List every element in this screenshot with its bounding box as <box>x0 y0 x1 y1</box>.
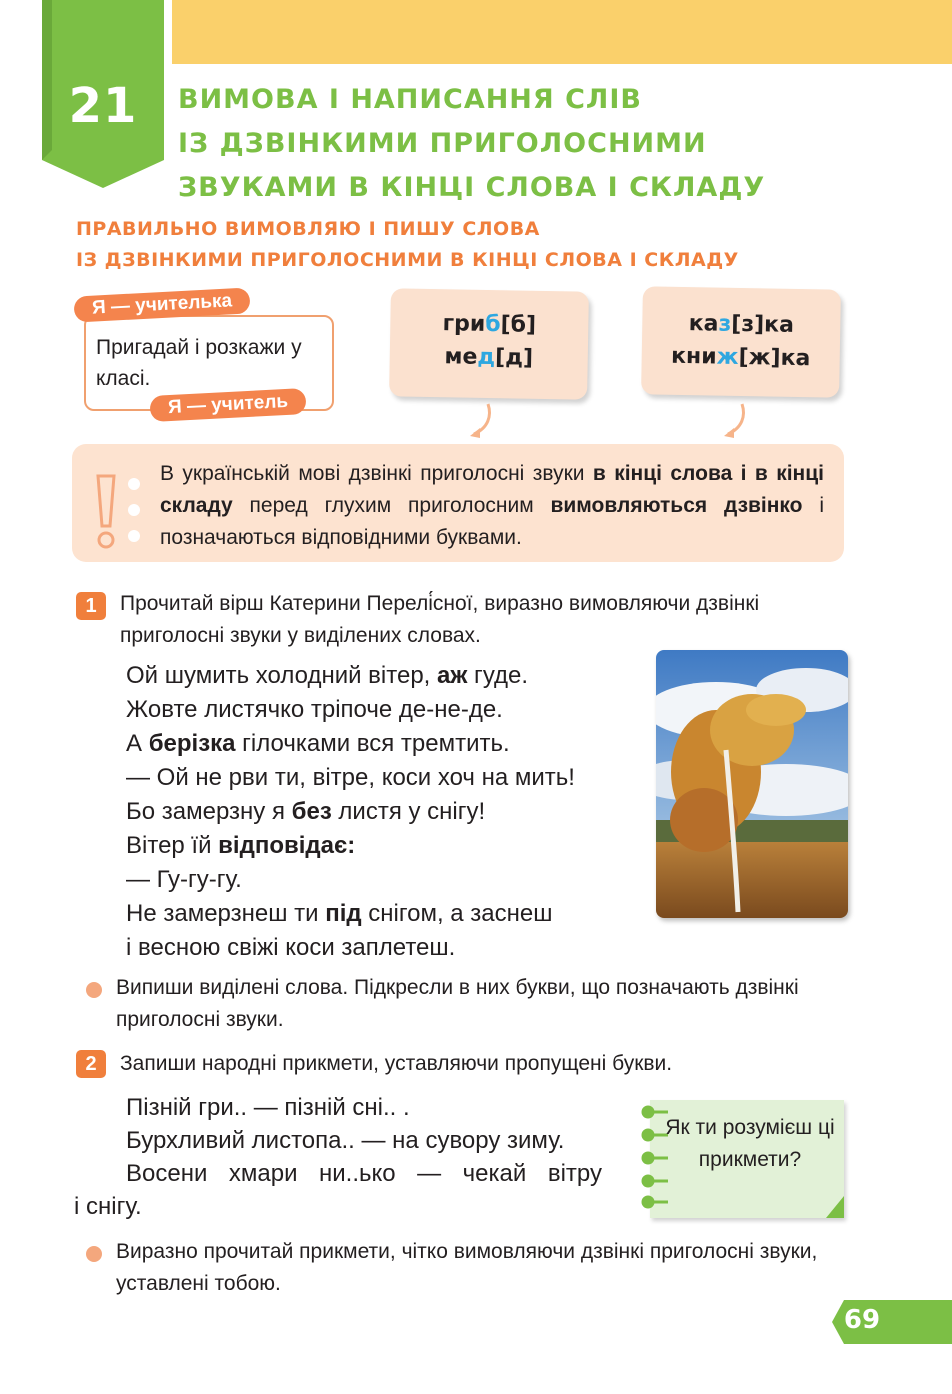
poem-line: Не замерзнеш ти під снігом, а заснеш <box>126 900 553 927</box>
curved-arrow-icon <box>720 402 760 440</box>
task1-followup: Випиши виділені слова. Підкресли в них букви, що позначають дзвінкі приголосні звуки. <box>116 976 799 1031</box>
task2-followup: Виразно прочитай прикмети, чітко вимовляючи дзвінкі приголосні звуки, уставлені тобою. <box>116 1240 818 1295</box>
header-band <box>172 0 952 64</box>
lesson-subtitle-line-1: ПРАВИЛЬНО ВИМОВЛЯЮ І ПИШУ СЛОВА <box>76 218 540 240</box>
poem-line: — Гу-гу-гу. <box>126 866 242 893</box>
birch-tree-photo <box>656 650 848 918</box>
rule-text: В українській мові дзвінкі приголосні звуки в кінці слова і в кінці складу перед глухим приголосним вимовляються дзвінко і позначаються відповідними буквами. <box>160 462 824 549</box>
example-card-1 <box>389 288 589 399</box>
lesson-title-line-3: ЗВУКАМИ В КІНЦІ СЛОВА І СКЛАДУ <box>178 172 766 203</box>
note-corner-fold <box>826 1196 844 1218</box>
example-word: мед[д] <box>444 344 534 371</box>
bullet-point <box>86 982 102 998</box>
task-number-badge: 2 <box>76 1050 106 1078</box>
teacher-label-female: Я — учителька <box>73 287 250 322</box>
poem-line: Вітер їй відповідає: <box>126 832 356 859</box>
question-note-text: Як ти розумієш ці прикмети? <box>665 1116 835 1171</box>
exclamation-icon <box>94 470 150 556</box>
lesson-number: 21 <box>68 78 138 134</box>
teacher-prompt-text: Пригадай і розкажи у класі. <box>96 336 302 390</box>
lesson-title-line-1: ВИМОВА І НАПИСАННЯ СЛІВ <box>178 84 642 115</box>
example-card-2 <box>641 286 841 397</box>
poem-line: Ой шумить холодний вітер, аж гуде. <box>126 662 529 689</box>
example-word: каз[з]ка <box>688 311 795 338</box>
lesson-subtitle-line-2: ІЗ ДЗВІНКИМИ ПРИГОЛОСНИМИ В КІНЦІ СЛОВА І СКЛАДУ <box>76 249 739 271</box>
poem-line: — Ой не рви ти, вітре, коси хоч на мить! <box>126 764 575 791</box>
proverb-line: Пізній гри.. — пізній сні.. . <box>126 1094 410 1121</box>
proverb-line: і снігу. <box>74 1193 142 1220</box>
poem-line: А берізка гілочками вся тремтить. <box>126 730 510 757</box>
page-number: 69 <box>843 1305 881 1335</box>
example-word: гриб[б] <box>442 311 537 338</box>
proverb-line: Бурхливий листопа.. — на сувору зиму. <box>126 1127 565 1154</box>
task2-instruction: Запиши народні прикмети, уставляючи пропущені букви. <box>120 1052 673 1075</box>
poem-line: і весною свіжі коси заплетеш. <box>126 934 456 961</box>
teacher-label-male: Я — учитель <box>149 388 306 422</box>
task-number-badge: 1 <box>76 592 106 620</box>
example-word: книж[ж]ка <box>670 343 811 372</box>
task1-instruction: Прочитай вірш Катерини Перелі́сної, виразно вимовляючи дзвінкі приголосні звуки у виділених словах. <box>120 592 760 647</box>
poem-line: Бо замерзну я без листя у снігу! <box>126 798 486 825</box>
proverb-line: Восени хмари ни..ько — чекай вітру <box>126 1160 602 1187</box>
lesson-title-line-2: ІЗ ДЗВІНКИМИ ПРИГОЛОСНИМИ <box>178 128 707 159</box>
curved-arrow-icon <box>466 402 506 440</box>
poem-line: Жовте листячко тріпоче де-не-де. <box>126 696 503 723</box>
bullet-point <box>86 1246 102 1262</box>
